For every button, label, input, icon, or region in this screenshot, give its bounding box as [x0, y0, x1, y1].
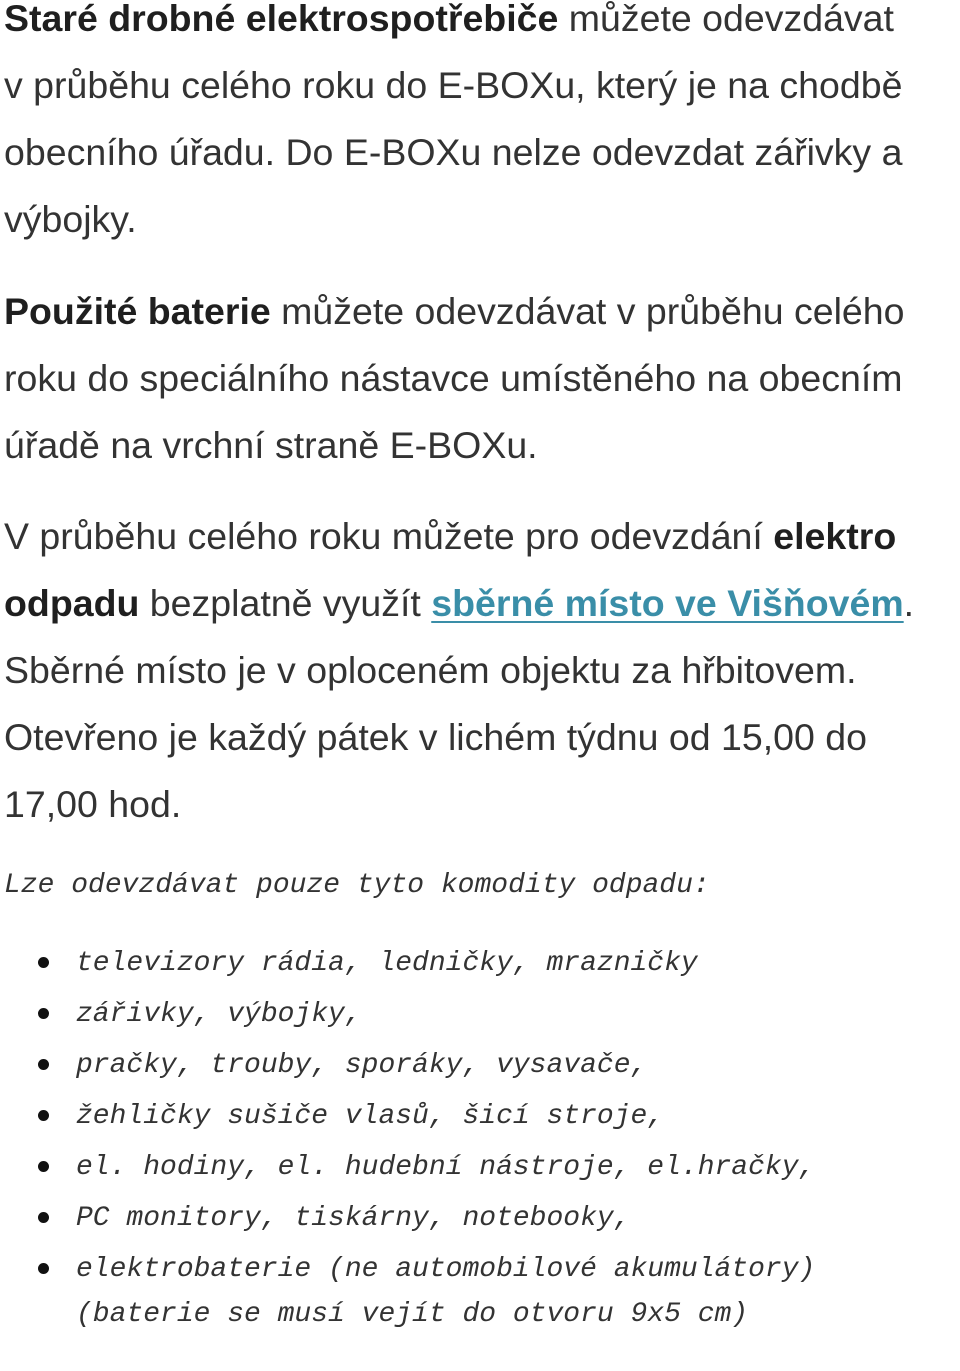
- collection-line-1-text: V průběhu celého roku můžete pro odevzdání: [4, 515, 774, 557]
- ebox-bold-heading: Staré drobné elektrospotřebiče: [4, 0, 559, 39]
- list-item-text: pračky, trouby, sporáky, vysavače,: [76, 1050, 648, 1081]
- collection-line-2-end: .: [903, 582, 915, 624]
- batteries-line-3: úřadě na vrchní straně E-BOXu.: [4, 424, 538, 466]
- batteries-paragraph: [4, 278, 960, 479]
- bullet-icon: [38, 1008, 49, 1019]
- ebox-line-3: obecního úřadu. Do E-BOXu nelze odevzdat zářivky a: [4, 131, 903, 173]
- collection-bold-elektro: elektro: [773, 515, 897, 557]
- collection-line-1: [4, 503, 960, 570]
- ebox-line-2: v průběhu celého roku do E-BOXu, který je na chodbě: [4, 64, 903, 106]
- bullet-icon: [38, 1110, 49, 1121]
- ebox-line-1-text: můžete odevzdávat: [558, 0, 894, 39]
- list-intro: Lze odevzdávat pouze tyto komodity odpadu:: [4, 870, 710, 901]
- batteries-line-1-text: můžete odevzdávat v průběhu celého: [270, 290, 905, 332]
- list-item: [0, 941, 960, 992]
- batteries-line-2: roku do speciálního nástavce umístěného na obecním: [4, 357, 903, 399]
- batteries-bold-heading: Použité baterie: [4, 290, 271, 332]
- list-item-text: žehličky sušiče vlasů, šicí stroje,: [76, 1101, 665, 1132]
- collection-point-link[interactable]: sběrné místo ve Višňovém: [431, 582, 904, 624]
- list-item-text: zářivky, výbojky,: [76, 999, 362, 1030]
- bullet-icon: [38, 957, 49, 968]
- list-item: [0, 1145, 960, 1196]
- list-item: [0, 1196, 960, 1247]
- collection-paragraph: [4, 503, 960, 838]
- collection-line-2: [4, 570, 960, 637]
- bullet-icon: [38, 1059, 49, 1070]
- commodity-list: [0, 941, 960, 1337]
- list-item: [0, 1247, 936, 1337]
- list-item-text: elektrobaterie (ne automobilové akumulátory)(baterie se musí vejít do otvoru 9x5 cm): [76, 1254, 816, 1330]
- collection-line-2-text: bezplatně využít: [139, 582, 432, 624]
- bullet-icon: [38, 1161, 49, 1172]
- collection-line-4: Otevřeno je každý pátek v lichém týdnu od 15,00 do: [4, 716, 868, 758]
- ebox-line-4: výbojky.: [4, 198, 137, 240]
- bullet-icon: [38, 1212, 49, 1223]
- ebox-paragraph: [4, 0, 960, 253]
- list-item: [0, 1094, 960, 1145]
- list-item-text: televizory rádia, ledničky, mrazničky: [76, 948, 698, 979]
- list-item-text: el. hodiny, el. hudební nástroje, el.hračky,: [76, 1152, 816, 1183]
- collection-line-3: Sběrné místo je v oploceném objektu za hřbitovem.: [4, 649, 857, 691]
- batteries-line-1: [4, 278, 960, 345]
- list-item: [0, 992, 960, 1043]
- list-item: [0, 1043, 960, 1094]
- ebox-line-1: [4, 0, 960, 52]
- collection-line-5: 17,00 hod.: [4, 783, 182, 825]
- list-item-text: PC monitory, tiskárny, notebooky,: [76, 1203, 631, 1234]
- collection-bold-odpadu: odpadu: [4, 582, 140, 624]
- bullet-icon: [38, 1263, 49, 1274]
